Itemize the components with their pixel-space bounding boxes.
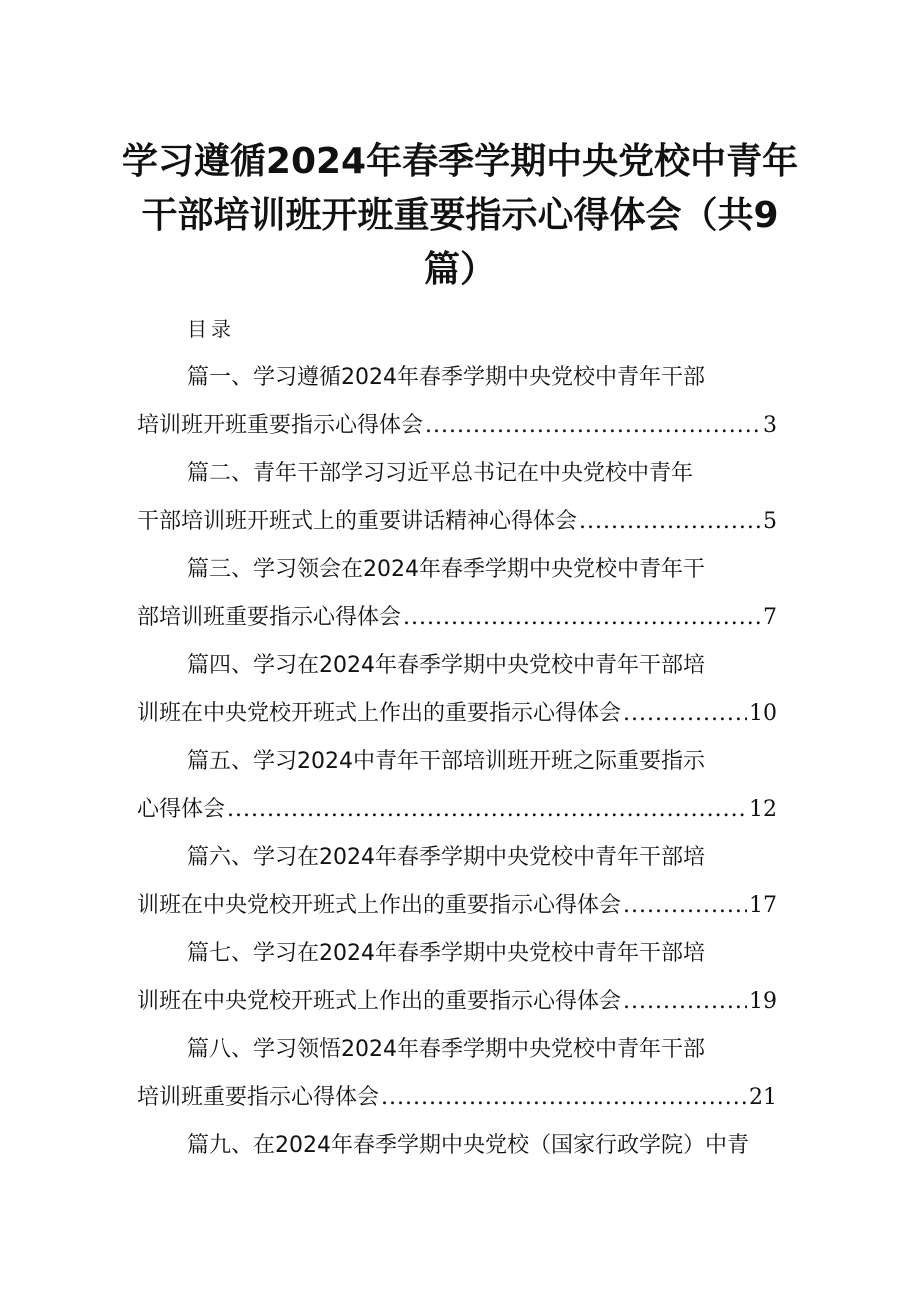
toc-page-number: 12 — [749, 797, 777, 822]
toc-entry-continuation[interactable] — [137, 602, 777, 634]
title-line: 篇） — [423, 249, 496, 290]
toc-entry-text: 训班在中央党校开班式上作出的重要指示心得体会 — [137, 989, 622, 1014]
toc-leader-dots — [227, 794, 747, 826]
toc-entry-text: 干部培训班开班式上的重要讲话精神心得体会 — [137, 509, 578, 534]
toc-page-number: 3 — [763, 413, 777, 438]
toc-entry-text: 培训班开班重要指示心得体会 — [137, 413, 424, 438]
toc-entry-title[interactable]: 篇五、学习2024中青年干部培训班开班之际重要指示 — [187, 749, 705, 774]
toc-entry-text: 训班在中央党校开班式上作出的重要指示心得体会 — [137, 701, 622, 726]
toc-entry-title[interactable]: 篇一、学习遵循2024年春季学期中央党校中青年干部 — [187, 365, 705, 390]
toc-entry-continuation[interactable] — [137, 986, 777, 1018]
toc-entry-continuation[interactable] — [137, 890, 777, 922]
toc-heading: 目录 — [187, 317, 235, 341]
toc-entry-title[interactable]: 篇二、青年干部学习习近平总书记在中央党校中青年 — [187, 461, 694, 486]
toc-leader-dots — [381, 1082, 747, 1114]
toc-entry-title[interactable]: 篇八、学习领悟2024年春季学期中央党校中青年干部 — [187, 1037, 705, 1062]
toc-entry-title[interactable]: 篇七、学习在2024年春季学期中央党校中青年干部培 — [187, 941, 705, 966]
toc-entry-continuation[interactable] — [137, 410, 777, 442]
toc-entry-title[interactable]: 篇三、学习领会在2024年春季学期中央党校中青年干 — [187, 557, 705, 582]
toc-page-number: 17 — [749, 893, 777, 918]
toc-entry-title[interactable]: 篇四、学习在2024年春季学期中央党校中青年干部培 — [187, 653, 705, 678]
toc-leader-dots — [425, 410, 761, 442]
toc-entry-text: 培训班重要指示心得体会 — [137, 1085, 380, 1110]
title-line: 学习遵循2024年春季学期中央党校中青年 — [121, 141, 799, 182]
toc-entry-continuation[interactable] — [137, 794, 777, 826]
toc-entry-continuation[interactable] — [137, 506, 777, 538]
toc-page-number: 7 — [763, 605, 777, 630]
toc-entry-continuation[interactable] — [137, 698, 777, 730]
toc-leader-dots — [623, 890, 747, 922]
toc-entry-title[interactable]: 篇六、学习在2024年春季学期中央党校中青年干部培 — [187, 845, 705, 870]
toc-leader-dots — [623, 698, 747, 730]
toc-leader-dots — [579, 506, 761, 538]
toc-leader-dots — [623, 986, 747, 1018]
title-line: 干部培训班开班重要指示心得体会（共9 — [141, 195, 779, 236]
toc-entry-title[interactable]: 篇九、在2024年春季学期中央党校（国家行政学院）中青 — [187, 1133, 749, 1158]
toc-leader-dots — [403, 602, 761, 634]
toc-page-number: 10 — [749, 701, 777, 726]
toc-entry-continuation[interactable] — [137, 1082, 777, 1114]
toc-page-number: 5 — [763, 509, 777, 534]
toc-page-number: 19 — [749, 989, 777, 1014]
toc-entry-text: 心得体会 — [137, 797, 226, 822]
toc-page-number: 21 — [749, 1085, 777, 1110]
toc-entry-text: 部培训班重要指示心得体会 — [137, 605, 402, 630]
toc-entry-text: 训班在中央党校开班式上作出的重要指示心得体会 — [137, 893, 622, 918]
